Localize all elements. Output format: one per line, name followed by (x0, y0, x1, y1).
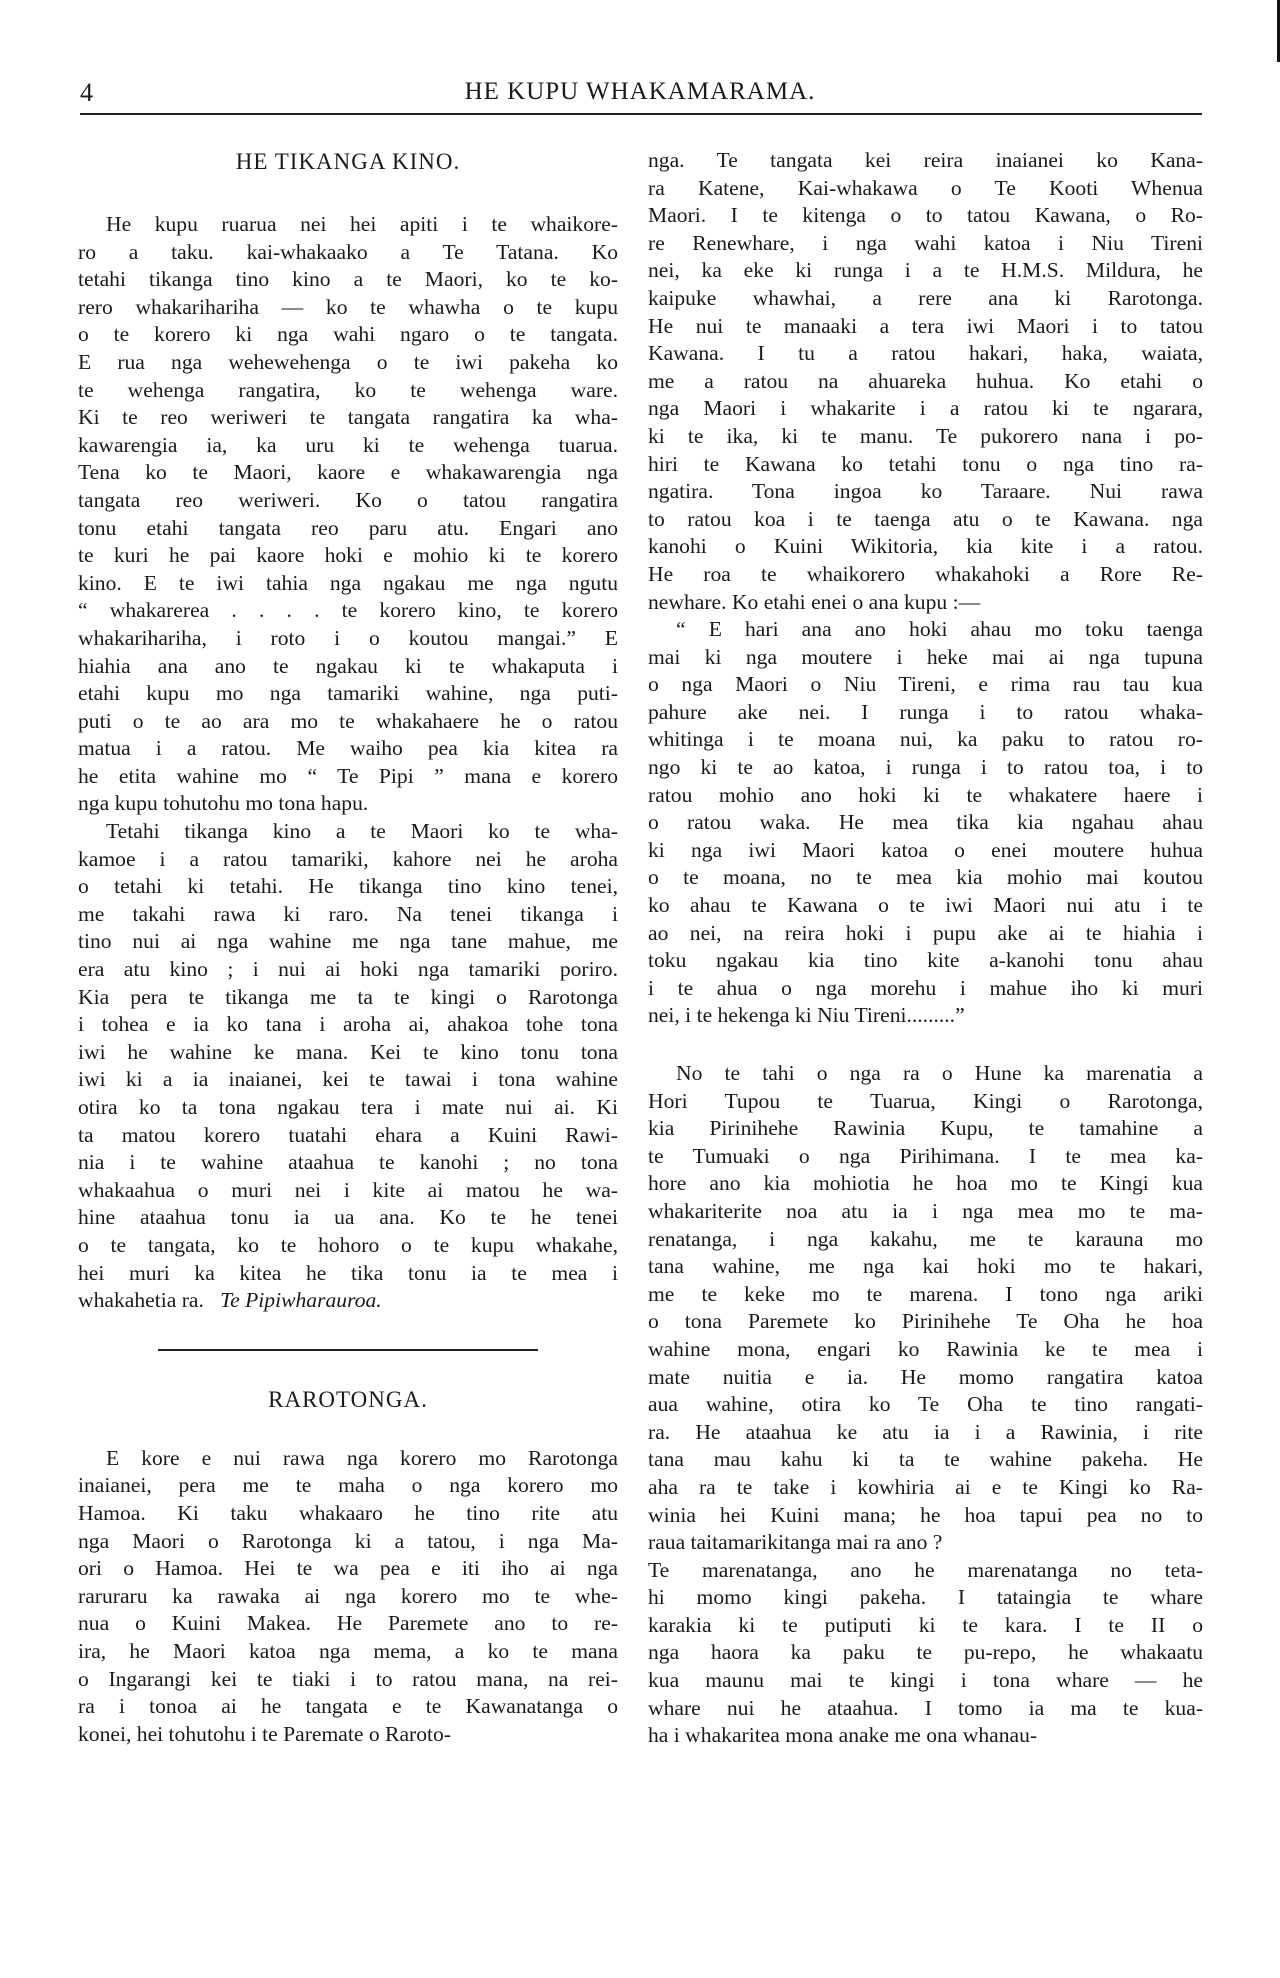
text-line: Kawana. I tu a ratou hakari, haka, waiata, (648, 341, 1203, 366)
text-line: ra i tonoa ai he tangata e te Kawanatanga o (78, 1694, 618, 1719)
text-line: hi momo kingi pakeha. I tataingia te whare (648, 1585, 1203, 1610)
article-body-rarotonga (78, 1445, 618, 1749)
text-line: No te tahi o nga ra o Hune ka marenatia a (676, 1061, 1203, 1085)
text-line: “ whakarerea . . . . te korero kino, te korero (78, 598, 618, 623)
text-line: nei, i te hekenga ki Niu Tireni.........” (648, 1003, 965, 1028)
text-line: nei, ka eke ki runga i a te H.M.S. Mildura, he (648, 258, 1203, 283)
text-line: “ E hari ana ano hoki ahau mo toku taenga (676, 617, 1203, 642)
text-line: hore ano kia mohiotia he hoa mo te Kingi kua (648, 1171, 1203, 1196)
text-line: winia hei Kuini mana; he hoa tapui pea no to (648, 1502, 1203, 1527)
text-line: otira ko ta tona ngakau tera i mate nui ai. Ki (78, 1095, 618, 1119)
text-line: whitinga i te moana nui, ka paku to ratou ro- (648, 727, 1203, 752)
text-line: tino nui ai nga wahine me nga tane mahue, me (78, 929, 618, 954)
text-line: ratou mohio ano hoki ki te whakatere haere i (648, 782, 1203, 807)
text-line: ro a taku. kai-whakaako a Te Tatana. Ko (78, 239, 618, 264)
text-line: mai ki nga moutere i heke mai ai nga tupuna (648, 644, 1203, 669)
royal-wedding-paragraph (648, 1060, 1203, 1750)
text-line: to ratou koa i te taenga atu o te Kawana. nga (648, 506, 1203, 531)
text-line: ngo ki te ao katoa, i runga i to ratou toa, i to (648, 755, 1203, 780)
text-line: He kupu ruarua nei hei apiti i te whaikore- (106, 212, 618, 236)
text-line: he etita wahine mo “ Te Pipi ” mana e korero (78, 763, 618, 788)
text-line: konei, hei tohutohu i te Paremate o Raroto- (78, 1721, 451, 1746)
text-line: i tohea e ia ko tana i aroha ai, ahakoa tohe tona (78, 1012, 618, 1037)
text-line: kanohi o Kuini Wikitoria, kia kite i a ratou. (648, 534, 1203, 559)
text-line: nga haora ka paku te pu-repo, he whakaatu (648, 1640, 1203, 1665)
text-line: pahure ake nei. I runga i to ratou whaka- (648, 699, 1203, 724)
text-line: whakahetia ra. Te Pipiwharauroa. (78, 1288, 382, 1313)
text-line: whakaahua o muri nei i kite ai matou he wa- (78, 1177, 618, 1202)
text-line: ngatira. Tona ingoa ko Taraare. Nui rawa (648, 479, 1203, 504)
text-line: He roa te whaikorero whakahoki a Rore Re- (648, 561, 1203, 586)
text-line: iwi ki a ia inaianei, kei te tawai i tona wahine (78, 1067, 618, 1092)
text-line: o ratou waka. He mea tika kia ngahau ahau (648, 810, 1203, 835)
running-head (80, 72, 1200, 112)
text-line: hiri te Kawana ko tetahi tonu o nga tino ra- (648, 451, 1203, 476)
text-line: rero whakarihariha — ko te whawha o te kupu (78, 294, 618, 319)
text-line: o te tangata, ko te hohoro o te kupu whakahe, (78, 1232, 618, 1257)
text-line: hine ataahua tonu ia ua ana. Ko te he tenei (78, 1205, 618, 1230)
text-line: ki nga iwi Maori katoa o enei moutere huhua (648, 837, 1203, 862)
text-line: hiahia ana ano te ngakau ki te whakaputa i (78, 653, 618, 678)
text-line: kaipuke whawhai, a rere ana ki Rarotonga. (648, 285, 1203, 310)
text-line: Hamoa. Ki taku whakaaro he tino rite atu (78, 1500, 618, 1525)
governor-speech-quote (648, 616, 1203, 1030)
text-line: renatanga, i nga kakahu, me te karauna mo (648, 1226, 1203, 1251)
text-line: i te ahua o nga morehu i mahue iho ki muri (648, 975, 1203, 1000)
text-line: hei muri ka kitea he tika tonu ia te mea i (78, 1260, 618, 1285)
left-column (78, 147, 618, 1748)
text-line: te Tumuaki o nga Pirihimana. I te mea ka- (648, 1143, 1203, 1168)
text-line: tonu etahi tangata reo paru atu. Engari ano (78, 515, 618, 540)
text-line: raua taitamarikitanga mai ra ano ? (648, 1530, 943, 1555)
page-number: 4 (80, 78, 93, 107)
text-line: kino. E te iwi tahia nga ngakau me nga ngutu (78, 570, 618, 595)
article-title-rarotonga: RAROTONGA. (268, 1386, 428, 1412)
text-line: inaianei, pera me te maha o nga korero mo (78, 1473, 618, 1498)
text-line: ko ahau te Kawana o te iwi Maori nui atu i te (648, 893, 1203, 918)
text-line: karakia ki te putiputi ki te kara. I te II o (648, 1612, 1203, 1637)
text-line: matua i a ratou. Me waiho pea kia kitea ra (78, 736, 618, 761)
text-line: newhare. Ko etahi enei o ana kupu :— (648, 589, 981, 614)
right-column (648, 147, 1203, 1750)
text-line: nga kupu tohutohu mo tona hapu. (78, 791, 369, 816)
text-line: re Renewhare, i nga wahi katoa i Niu Tireni (648, 230, 1203, 255)
text-line: kia Pirinihehe Rawinia Kupu, te tamahine a (648, 1116, 1203, 1141)
text-line: whare nui he ataahua. I tomo ia ma te kua- (648, 1695, 1203, 1720)
text-line: toku ngakau kia tino kite a-kanohi tonu ahau (648, 948, 1203, 973)
text-line: iwi he wahine ke mana. Kei te kino tonu tona (78, 1039, 618, 1064)
text-line: o tetahi ki tetahi. He tikanga tino kino tenei, (78, 874, 618, 899)
article-body-he-tikanga-kino (78, 211, 618, 1315)
text-line: ra Katene, Kai-whakawa o Te Kooti Whenua (648, 175, 1203, 200)
text-line: whakarihariha, i roto i o koutou mangai.” E (78, 625, 618, 650)
text-line: o Ingarangi kei te tiaki i to ratou mana, na rei- (78, 1666, 618, 1691)
text-line: ra. He ataahua ke atu ia i a Rawinia, i rite (648, 1419, 1203, 1444)
text-line: Ki te reo weriweri te tangata rangatira ka wha- (78, 405, 618, 430)
text-line: Hori Tupou te Tuarua, Kingi o Rarotonga, (648, 1088, 1203, 1113)
text-line: me takahi rawa ki raro. Na tenei tikanga i (78, 901, 618, 926)
text-line: tetahi tikanga tino kino a te Maori, ko te ko- (78, 267, 618, 292)
signature: Te Pipiwharauroa. (220, 1288, 382, 1313)
text-line: tana mau kahu ki ta te wahine pakeha. He (648, 1447, 1203, 1472)
text-line: E rua nga wehewehenga o te iwi pakeha ko (78, 349, 618, 374)
text-line: ori o Hamoa. Hei te wa pea e iti iho ai nga (78, 1556, 618, 1581)
text-line: puti o te ao ara mo te whakahaere he o ratou (78, 708, 618, 733)
text-line: etahi kupu mo nga tamariki wahine, nga puti- (78, 681, 618, 706)
text-line: o tona Paremete ko Pirinihehe Te Oha he hoa (648, 1309, 1203, 1334)
text-line: o te korero ki nga wahi ngaro o te tangata. (78, 322, 618, 347)
text-line: tangata reo weriweri. Ko o tatou rangatira (78, 487, 618, 512)
text-line: nga. Te tangata kei reira inaianei ko Kana- (648, 148, 1203, 172)
text-line: mate nuitia e ia. He momo rangatira katoa (648, 1364, 1203, 1389)
text-line: Kia pera te tikanga me ta te kingi o Rarotonga (78, 984, 618, 1009)
text-line: te kuri he pai kaore hoki e mohio ki te korero (78, 543, 618, 568)
text-line: me a ratou na ahuareka huhua. Ko etahi o (648, 368, 1203, 393)
text-line: whakariterite noa atu ia i nga mea mo te ma- (648, 1198, 1203, 1223)
text-line: nia i te wahine ataahua te kanohi ; no tona (78, 1150, 618, 1175)
text-line: Te marenatanga, ano he marenatanga no teta- (648, 1557, 1203, 1582)
text-line: Maori. I te kitenga o to tatou Kawana, o Ro- (648, 203, 1203, 228)
text-line: kawarengia ia, ka uru ki te wehenga tuarua. (78, 432, 618, 457)
text-line: era atu kino ; i nui ai hoki nga tamariki poriro. (78, 957, 618, 982)
text-line: raruraru ka rawaka ai nga korero mo te whe- (78, 1583, 618, 1608)
text-line: ki te ika, ki te manu. Te pukorero nana i po- (648, 423, 1203, 448)
running-title: HE KUPU WHAKAMARAMA. (464, 78, 816, 105)
text-line: ao nei, na reira hoki i pupu ake ai te hiahia i (648, 920, 1203, 945)
rarotonga-continued-paragraph (648, 147, 1203, 616)
text-line: ha i whakaritea mona anake me ona whanau- (648, 1723, 1038, 1748)
text-line: He nui te manaaki a tera iwi Maori i to tatou (648, 313, 1203, 338)
text-line: tana wahine, me nga kai hoki mo te hakari, (648, 1254, 1203, 1279)
text-line: ira, he Maori katoa nga mema, a ko te mana (78, 1638, 618, 1663)
text-line: nua o Kuini Makea. He Paremete ano to re- (78, 1611, 618, 1636)
text-line: o te moana, no te mea kia mohio mai koutou (648, 865, 1203, 890)
text-line: kamoe i a ratou tamariki, kahore nei he aroha (78, 846, 618, 871)
text-line: nga Maori o Rarotonga ki a tatou, i nga Ma- (78, 1528, 618, 1553)
text-line: aha ra te take i kowhiria ai e te Kingi ko Ra- (648, 1474, 1203, 1499)
text-line: me te keke mo te marena. I tono nga ariki (648, 1281, 1203, 1306)
text-line: te wehenga rangatira, ko te wehenga ware. (78, 377, 618, 402)
header-rule (80, 113, 1202, 115)
text-line: Tetahi tikanga kino a te Maori ko te wha- (106, 819, 618, 844)
text-line: E kore e nui rawa nga korero mo Rarotonga (106, 1445, 618, 1470)
text-line: o nga Maori o Niu Tireni, e rima rau tau kua (648, 672, 1203, 697)
text-line: ta matou korero tuatahi ehara a Kuini Rawi- (78, 1122, 618, 1147)
text-line: kua maunu mai te kingi i tona whare — he (648, 1668, 1203, 1693)
text-line: Tena ko te Maori, kaore e whakawarengia nga (78, 460, 618, 485)
text-line: aua wahine, otira ko Te Oha te tino rangati- (648, 1392, 1203, 1417)
article-title-he-tikanga-kino: HE TIKANGA KINO. (235, 149, 461, 174)
text-line: wahine mona, engari ko Rawinia ke te mea i (648, 1336, 1203, 1361)
text-line: nga Maori i whakarite i a ratou ki te ngarara, (648, 396, 1203, 421)
